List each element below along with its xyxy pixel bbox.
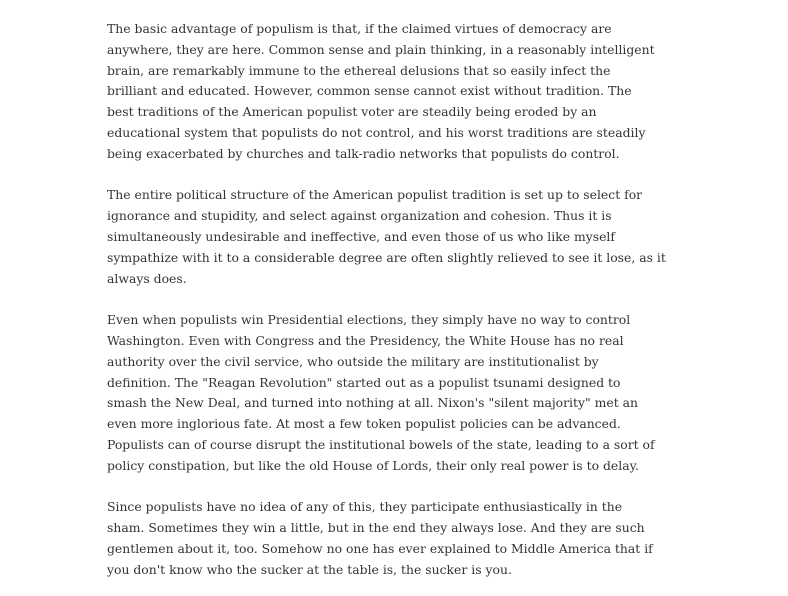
paragraph-1 <box>107 19 655 165</box>
paragraph-line: gentlemen about it, too. Somehow no one has ever explained to Middle America that if <box>107 540 653 556</box>
paragraph-line: Washington. Even with Congress and the Presidency, the White House has no real <box>107 332 624 348</box>
paragraph-line: Even when populists win Presidential elections, they simply have no way to control <box>107 312 631 328</box>
paragraph-line: best traditions of the American populist voter are steadily being eroded by an <box>107 104 597 120</box>
paragraph-line: even more inglorious fate. At most a few token populist policies can be advanced. <box>107 416 621 432</box>
paragraph-line: you don't know who the sucker at the table is, the sucker is you. <box>107 561 512 577</box>
paragraph-line: authority over the civil service, who outside the military are institutionalist by <box>107 353 599 369</box>
paragraph-line: definition. The "Reagan Revolution" started out as a populist tsunami designed to <box>107 374 621 390</box>
paragraph-line: policy constipation, but like the old House of Lords, their only real power is to delay. <box>107 457 639 473</box>
paragraph-line: simultaneously undesirable and ineffective, and even those of us who like myself <box>107 228 615 244</box>
paragraph-line: brilliant and educated. However, common sense cannot exist without tradition. The <box>107 83 632 99</box>
paragraph-line: The basic advantage of populism is that, if the claimed virtues of democracy are <box>107 21 612 36</box>
article-body <box>107 19 666 581</box>
paragraph-2 <box>107 185 666 289</box>
paragraph-3 <box>107 310 655 476</box>
paragraph-line: Populists can of course disrupt the institutional bowels of the state, leading to a sort of <box>107 436 655 452</box>
paragraph-line: brain, are remarkably immune to the ethereal delusions that so easily infect the <box>107 62 611 78</box>
paragraph-4 <box>107 497 653 580</box>
paragraph-line: Since populists have no idea of any of this, they participate enthusiastically in the <box>107 499 623 515</box>
paragraph-line: anywhere, they are here. Common sense and plain thinking, in a reasonably intelligent <box>107 41 655 57</box>
paragraph-line: being exacerbated by churches and talk-radio networks that populists do control. <box>107 145 620 161</box>
paragraph-line: ignorance and stupidity, and select against organization and cohesion. Thus it is <box>107 208 612 224</box>
paragraph-line: sympathize with it to a considerable degree are often slightly relieved to see it lose, as it <box>107 249 666 265</box>
paragraph-line: always does. <box>107 270 187 286</box>
paragraph-line: smash the New Deal, and turned into nothing at all. Nixon's "silent majority" met an <box>107 395 639 411</box>
paragraph-line: educational system that populists do not control, and his worst traditions are steadily <box>107 124 646 140</box>
paragraph-line: sham. Sometimes they win a little, but in the end they always lose. And they are such <box>107 520 645 536</box>
paragraph-line: The entire political structure of the American populist tradition is set up to select for <box>107 187 643 203</box>
